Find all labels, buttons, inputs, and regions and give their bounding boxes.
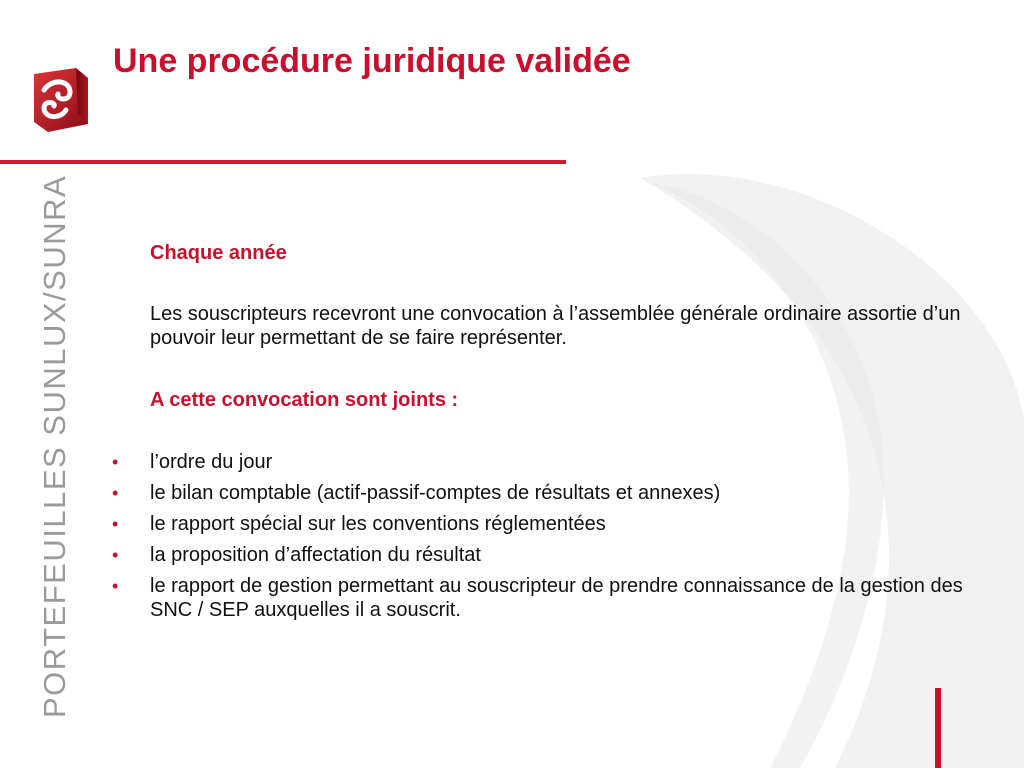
title-divider [0,160,566,164]
list-item [111,481,981,505]
intro-paragraph: Les souscripteurs recevront une convocation à l’assemblée générale ordinaire assortie d’un pouvoir leur permettant de se faire représenter. [150,303,961,349]
list-item-text: l’ordre du jour [150,451,273,473]
list-item-text: le rapport de gestion permettant au souscripteur de prendre connaissance de la gestion des SNC / SEP auxquelles il a souscrit. [150,575,963,621]
list-item-text: le bilan comptable (actif-passif-comptes de résultats et annexes) [150,482,721,504]
list-item-text: le rapport spécial sur les conventions réglementées [150,513,606,535]
bullet-icon: • [112,514,119,534]
bullet-icon: • [112,452,119,472]
list-item-text: la proposition d’affectation du résultat [150,544,481,566]
section-heading: Chaque année [150,242,287,264]
decorative-red-bar [935,688,941,768]
attachments-list [111,450,981,629]
list-item [111,512,981,536]
bullet-icon: • [112,545,119,565]
bullet-icon: • [112,483,119,503]
list-item [111,450,981,474]
company-logo [26,64,96,138]
vertical-side-text: PORTEFEUILLES SUNLUX/SUNRA [37,174,72,718]
list-item [111,543,981,567]
list-item [111,574,981,622]
slide-title: Une procédure juridique validée [113,42,631,80]
bullet-icon: • [112,576,119,596]
attachments-heading: A cette convocation sont joints : [150,389,459,411]
